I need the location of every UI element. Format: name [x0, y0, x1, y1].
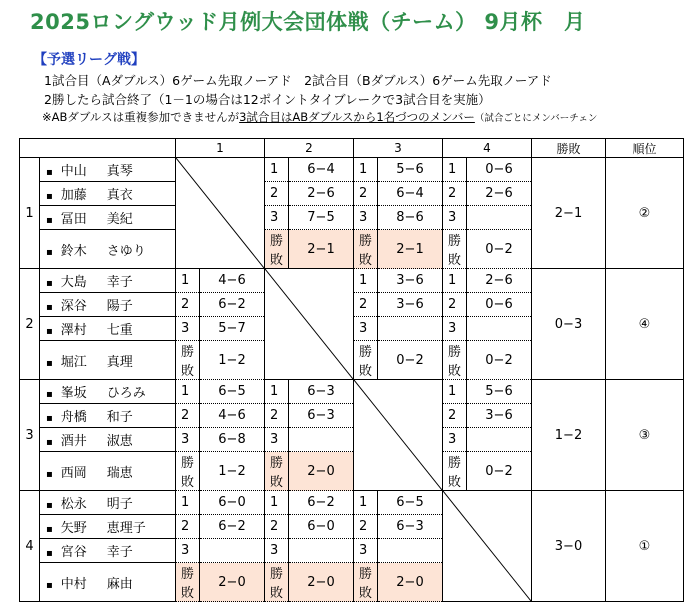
team-rank: ③ — [606, 380, 684, 491]
member-name — [40, 341, 176, 380]
set-score: 7−5 — [289, 206, 354, 230]
header-col-4: 4 — [443, 139, 532, 158]
self-match-diagonal — [443, 491, 532, 602]
set-score: 6−2 — [200, 293, 265, 317]
set-score: 2−6 — [467, 182, 532, 206]
member-surname: 澤村 — [60, 323, 87, 338]
diagonal-line — [176, 158, 264, 268]
member-given-name: ひろみ — [106, 386, 146, 401]
member-name — [40, 404, 176, 428]
set-score: 2−6 — [467, 269, 532, 293]
match-result: 1−2 — [200, 452, 265, 491]
set-number: 勝敗 — [176, 563, 200, 602]
set-number: 1 — [354, 158, 378, 182]
set-number: 勝敗 — [176, 452, 200, 491]
self-match-diagonal — [176, 158, 265, 269]
team-rank: ④ — [606, 269, 684, 380]
team-number: 3 — [20, 380, 40, 491]
team-winloss: 1−2 — [532, 380, 606, 491]
member-given-name: 瑞恵 — [106, 465, 133, 481]
match-result: 0−2 — [378, 341, 443, 380]
bullet-icon: ▪ — [46, 302, 53, 313]
member-surname: 冨田 — [60, 212, 87, 227]
member-name — [40, 317, 176, 341]
member-name — [40, 563, 176, 602]
member-given-name: さゆり — [106, 243, 146, 259]
member-name — [40, 182, 176, 206]
bullet-icon: ▪ — [46, 167, 53, 178]
member-given-name: 美紀 — [106, 212, 133, 227]
rule-line-2: 2勝したら試合終了（1－1の場合は12ポイントタイブレークで3試合目を実施） — [44, 92, 491, 107]
bullet-icon: ▪ — [46, 191, 53, 202]
rule-line-1: 1試合目（Aダブルス）6ゲーム先取ノーアド 2試合目（Bダブルス）6ゲーム先取ノーアド — [44, 73, 552, 88]
team-number: 1 — [20, 158, 40, 269]
team-row — [20, 269, 684, 293]
set-number: 3 — [354, 206, 378, 230]
rule-line-3-part-a: ※ABダブルスは重複参加できませんが — [42, 110, 240, 124]
match-result: 2−1 — [378, 230, 443, 269]
member-name — [40, 158, 176, 182]
team-rank: ② — [606, 158, 684, 269]
member-name — [40, 380, 176, 404]
member-given-name: 幸子 — [106, 545, 133, 560]
rule-line-3-part-c: （試合ごとにメンバーチェン — [474, 113, 598, 124]
set-number: 勝敗 — [176, 341, 200, 380]
set-number: 勝敗 — [443, 230, 467, 269]
member-given-name: 恵理子 — [106, 521, 146, 536]
set-score: 6−0 — [200, 491, 265, 515]
set-number: 3 — [354, 539, 378, 563]
member-name — [40, 515, 176, 539]
set-score: 5−7 — [200, 317, 265, 341]
set-number: 勝敗 — [265, 563, 289, 602]
header-row — [20, 139, 684, 158]
set-number: 勝敗 — [354, 341, 378, 380]
set-number: 2 — [265, 404, 289, 428]
set-number: 1 — [265, 491, 289, 515]
self-match-diagonal — [265, 269, 354, 380]
set-score: 6−5 — [378, 491, 443, 515]
set-number: 勝敗 — [265, 230, 289, 269]
bullet-icon: ▪ — [46, 357, 53, 369]
set-score: 3−6 — [467, 404, 532, 428]
set-score: 0−6 — [467, 158, 532, 182]
set-number: 1 — [443, 269, 467, 293]
set-score: 6−8 — [200, 428, 265, 452]
match-result: 0−2 — [467, 341, 532, 380]
member-surname: 深谷 — [60, 299, 87, 314]
header-rank: 順位 — [606, 139, 684, 158]
member-name — [40, 269, 176, 293]
league-table — [19, 138, 684, 602]
member-surname: 宮谷 — [60, 545, 87, 560]
match-result: 1−2 — [200, 341, 265, 380]
set-score: 6−3 — [378, 515, 443, 539]
set-number: 2 — [354, 182, 378, 206]
set-number: 3 — [354, 317, 378, 341]
member-name — [40, 293, 176, 317]
set-number: 2 — [443, 404, 467, 428]
member-given-name: 淑恵 — [106, 434, 133, 449]
set-score — [289, 428, 354, 452]
set-number: 1 — [265, 158, 289, 182]
member-surname: 鈴木 — [60, 243, 87, 259]
set-number: 2 — [176, 293, 200, 317]
set-number: 1 — [176, 491, 200, 515]
member-given-name: 七重 — [106, 323, 133, 338]
member-surname: 中村 — [60, 576, 87, 592]
member-given-name: 明子 — [106, 497, 133, 512]
member-given-name: 幸子 — [106, 275, 133, 290]
match-result: 2−1 — [289, 230, 354, 269]
member-surname: 堀江 — [60, 354, 87, 370]
set-number: 3 — [265, 428, 289, 452]
member-surname: 矢野 — [60, 521, 87, 536]
match-result: 2−0 — [289, 563, 354, 602]
set-number: 3 — [176, 317, 200, 341]
set-number: 3 — [265, 539, 289, 563]
set-number: 2 — [265, 182, 289, 206]
header-col-2: 2 — [265, 139, 354, 158]
set-number: 1 — [265, 380, 289, 404]
set-number: 1 — [443, 380, 467, 404]
set-number: 3 — [176, 428, 200, 452]
set-score — [378, 317, 443, 341]
member-surname: 中山 — [60, 164, 87, 179]
bullet-icon: ▪ — [46, 246, 53, 258]
bullet-icon: ▪ — [46, 579, 53, 591]
set-score — [467, 428, 532, 452]
rule-line-3 — [42, 109, 597, 125]
bullet-icon: ▪ — [46, 524, 53, 535]
set-number: 勝敗 — [354, 230, 378, 269]
set-score: 6−2 — [289, 491, 354, 515]
match-result: 0−2 — [467, 230, 532, 269]
bullet-icon: ▪ — [46, 548, 53, 559]
member-name — [40, 539, 176, 563]
member-surname: 加藤 — [60, 188, 87, 203]
member-given-name: 真衣 — [106, 188, 133, 203]
member-surname: 酒井 — [60, 434, 87, 449]
header-blank — [20, 139, 176, 158]
member-surname: 松永 — [60, 497, 87, 512]
set-number: 2 — [354, 515, 378, 539]
header-winloss: 勝敗 — [532, 139, 606, 158]
set-number: 1 — [176, 380, 200, 404]
set-number: 1 — [354, 269, 378, 293]
set-number: 2 — [176, 515, 200, 539]
team-winloss: 3−0 — [532, 491, 606, 602]
match-result: 2−0 — [289, 452, 354, 491]
set-score: 3−6 — [378, 293, 443, 317]
member-given-name: 陽子 — [106, 299, 133, 314]
section-heading: 【予選リーグ戦】 — [33, 52, 145, 68]
set-score: 5−6 — [467, 380, 532, 404]
team-number: 2 — [20, 269, 40, 380]
member-surname: 舟橋 — [60, 410, 87, 425]
set-number: 1 — [176, 269, 200, 293]
team-rank: ① — [606, 491, 684, 602]
set-score: 6−4 — [289, 158, 354, 182]
self-match-diagonal — [354, 380, 443, 491]
team-row — [20, 158, 684, 182]
set-number: 1 — [443, 158, 467, 182]
member-given-name: 真理 — [106, 354, 133, 370]
set-number: 1 — [354, 491, 378, 515]
set-score: 6−0 — [289, 515, 354, 539]
set-score: 5−6 — [378, 158, 443, 182]
match-result: 2−0 — [378, 563, 443, 602]
diagonal-line — [354, 380, 442, 490]
set-score — [200, 539, 265, 563]
set-score: 0−6 — [467, 293, 532, 317]
member-name — [40, 452, 176, 491]
member-surname: 西岡 — [60, 465, 87, 481]
diagonal-line — [265, 269, 353, 379]
set-number: 勝敗 — [265, 452, 289, 491]
member-surname: 峯坂 — [60, 386, 87, 401]
league-table-body — [20, 139, 684, 602]
member-name — [40, 491, 176, 515]
set-score: 6−2 — [200, 515, 265, 539]
set-number: 3 — [176, 539, 200, 563]
diagonal-line — [443, 491, 531, 601]
header-col-1: 1 — [176, 139, 265, 158]
set-number: 2 — [176, 404, 200, 428]
bullet-icon: ▪ — [46, 468, 53, 480]
set-score: 4−6 — [200, 404, 265, 428]
set-number: 勝敗 — [354, 563, 378, 602]
member-given-name: 麻由 — [106, 576, 133, 592]
bullet-icon: ▪ — [46, 326, 53, 337]
member-given-name: 和子 — [106, 410, 133, 425]
set-number: 勝敗 — [443, 341, 467, 380]
bullet-icon: ▪ — [46, 437, 53, 448]
header-col-3: 3 — [354, 139, 443, 158]
set-score: 6−5 — [200, 380, 265, 404]
set-score: 6−3 — [289, 404, 354, 428]
set-number: 2 — [443, 182, 467, 206]
rule-line-3-part-b: 3試合目はABダブルスから1名づつのメンバー — [239, 110, 475, 124]
set-number: 2 — [265, 515, 289, 539]
bullet-icon: ▪ — [46, 215, 53, 226]
team-winloss: 0−3 — [532, 269, 606, 380]
set-number: 勝敗 — [443, 452, 467, 491]
match-result: 0−2 — [467, 452, 532, 491]
team-number: 4 — [20, 491, 40, 602]
set-score: 6−4 — [378, 182, 443, 206]
member-name — [40, 428, 176, 452]
bullet-icon: ▪ — [46, 278, 53, 289]
member-surname: 大島 — [60, 275, 87, 290]
set-score — [289, 539, 354, 563]
bullet-icon: ▪ — [46, 500, 53, 511]
set-score: 4−6 — [200, 269, 265, 293]
set-number: 3 — [443, 317, 467, 341]
set-number: 3 — [265, 206, 289, 230]
set-score: 3−6 — [378, 269, 443, 293]
page-title: 2025ロングウッド月例大会団体戦（チーム） 9月杯 月 — [30, 10, 586, 34]
set-number: 3 — [443, 428, 467, 452]
match-result: 2−0 — [200, 563, 265, 602]
set-number: 2 — [354, 293, 378, 317]
set-score — [378, 539, 443, 563]
bullet-icon: ▪ — [46, 389, 53, 400]
set-number: 2 — [443, 293, 467, 317]
set-score — [467, 317, 532, 341]
team-row — [20, 491, 684, 515]
team-winloss: 2−1 — [532, 158, 606, 269]
set-score — [467, 206, 532, 230]
team-row — [20, 380, 684, 404]
set-number: 3 — [443, 206, 467, 230]
set-score: 2−6 — [289, 182, 354, 206]
member-name — [40, 230, 176, 269]
member-name — [40, 206, 176, 230]
set-score: 6−3 — [289, 380, 354, 404]
bullet-icon: ▪ — [46, 413, 53, 424]
set-score: 8−6 — [378, 206, 443, 230]
member-given-name: 真琴 — [106, 164, 133, 179]
